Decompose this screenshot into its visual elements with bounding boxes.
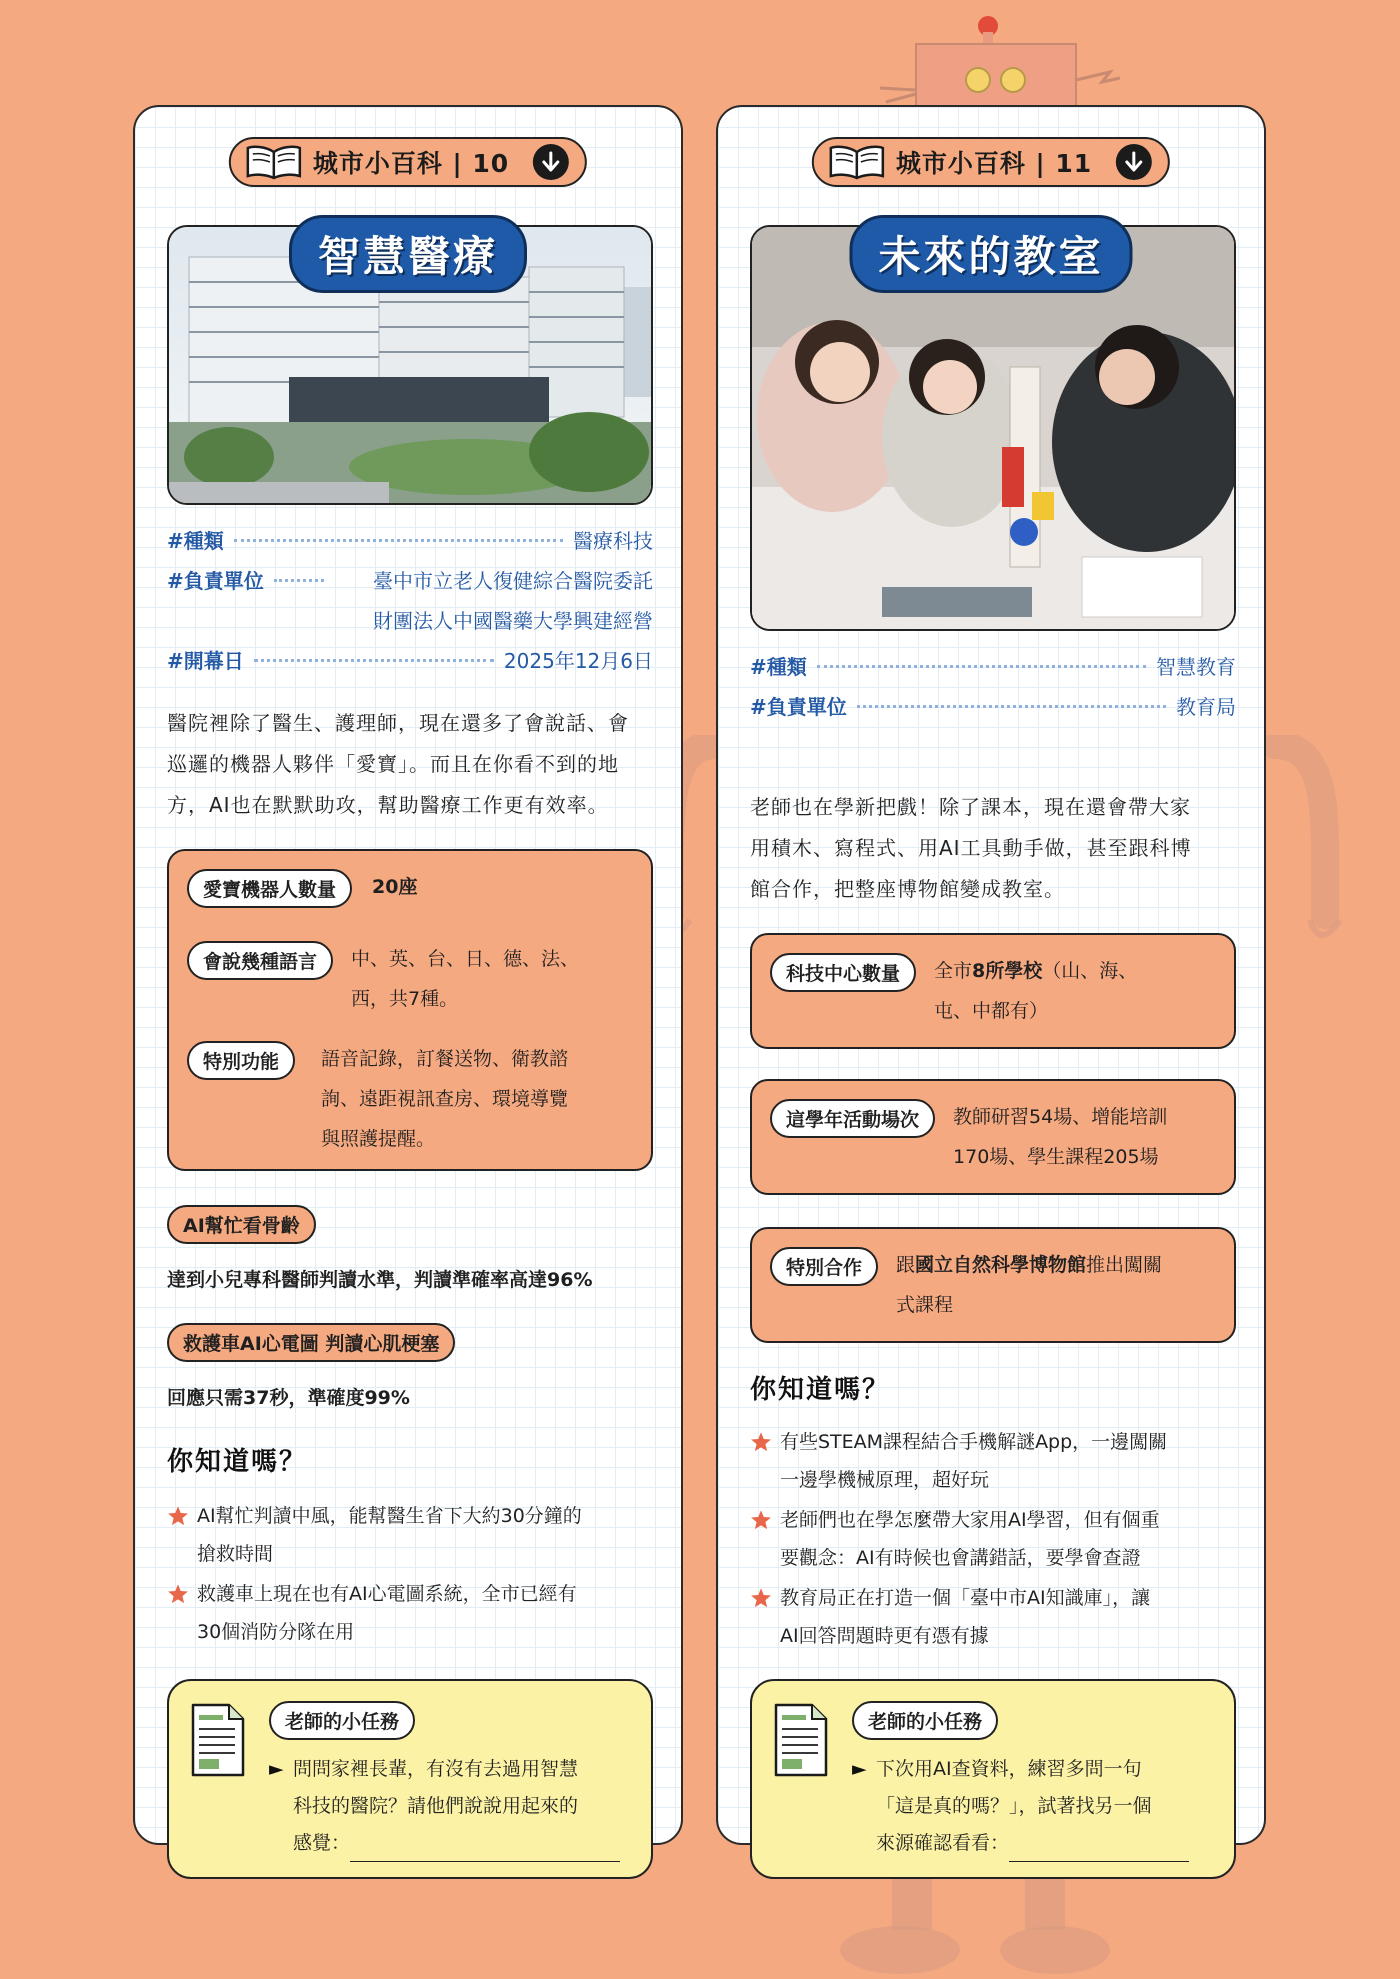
teacher-task-box bbox=[750, 1679, 1236, 1879]
star-icon bbox=[167, 1583, 189, 1605]
header-text: 城市小百科 | 11 bbox=[895, 149, 1093, 178]
list-item: 教育局正在打造一個「臺中市AI知識庫」，讓 AI回答問題時更有憑有據 bbox=[750, 1579, 1236, 1655]
robot-count: 愛寶機器人數量 20座 bbox=[187, 869, 417, 908]
card-smart-healthcare bbox=[133, 105, 683, 1854]
robot-arm-right-decoration bbox=[1265, 735, 1355, 955]
task-body: ► 下次用AI查資料，練習多問一句 「這是真的嗎？」，試著找另一個 來源確認看看： bbox=[852, 1751, 1222, 1862]
card-header-pill bbox=[229, 137, 587, 187]
bone-age-tag: AI幫忙看骨齡 bbox=[167, 1205, 316, 1244]
card-future-classroom bbox=[716, 105, 1266, 1854]
ecg-tag: 救護車AI心電圖 判讀心肌梗塞 bbox=[167, 1323, 455, 1362]
card-header-pill bbox=[812, 137, 1170, 187]
arrow-down-icon[interactable] bbox=[533, 144, 569, 180]
meta-owner: #負責單位 教育局 bbox=[750, 695, 1236, 719]
tech-center-box: 科技中心數量 全市8所學校（山、海、 屯、中都有） bbox=[750, 933, 1236, 1049]
ecg-text: 回應只需37秒，準確度99% bbox=[167, 1387, 410, 1409]
intro-text: 醫院裡除了醫生、護理師，現在還多了會說話、會 巡邏的機器人夥伴「愛寶」。而且在你看不到的地 方，AI也在默默助攻，幫助醫療工作更有效率。 bbox=[167, 711, 629, 817]
did-you-know-list bbox=[750, 1423, 1236, 1657]
robot-facts-box bbox=[167, 849, 653, 1171]
special-partnership-box: 特別合作 跟國立自然科學博物館推出闖關 式課程 bbox=[750, 1227, 1236, 1343]
activity-count-box: 這學年活動場次 教師研習54場、增能培訓 170場、學生課程205場 bbox=[750, 1079, 1236, 1195]
list-item: 救護車上現在也有AI心電圖系統，全市已經有 30個消防分隊在用 bbox=[167, 1575, 653, 1651]
header-text: 城市小百科 | 10 bbox=[312, 149, 510, 178]
teacher-task-box bbox=[167, 1679, 653, 1879]
did-you-know-list bbox=[167, 1497, 653, 1653]
star-icon bbox=[750, 1431, 772, 1453]
did-you-know-title: 你知道嗎？ bbox=[167, 1447, 308, 1477]
meta-category: #種類 智慧教育 bbox=[750, 655, 1236, 679]
arrow-down-icon[interactable] bbox=[1116, 144, 1152, 180]
page-title: 智慧醫療 bbox=[289, 215, 527, 293]
page-title: 未來的教室 bbox=[849, 215, 1132, 293]
languages: 會說幾種語言 中、英、台、日、德、法、 西，共7種。 bbox=[187, 941, 579, 1019]
answer-blank[interactable] bbox=[1009, 1840, 1189, 1862]
list-item: AI幫忙判讀中風，能幫醫生省下大約30分鐘的 搶救時間 bbox=[167, 1497, 653, 1573]
meta-owner-cont: 財團法人中國醫藥大學興建經營 bbox=[373, 609, 653, 633]
document-icon bbox=[772, 1701, 830, 1779]
pointer-icon: ► bbox=[852, 1758, 867, 1780]
special-features: 特別功能 語音記錄，訂餐送物、衛教諮 詢、遠距視訊查房、環境導覽 與照護提醒。 bbox=[187, 1041, 568, 1159]
task-body: ► 問問家裡長輩，有沒有去過用智慧 科技的醫院？請他們說說用起來的 感覺： bbox=[269, 1751, 639, 1862]
task-tag: 老師的小任務 bbox=[269, 1701, 415, 1740]
intro-text: 老師也在學新把戲！除了課本，現在還會帶大家 用積木、寫程式、用AI工具動手做，甚至跟科博 館合作，把整座博物館變成教室。 bbox=[750, 795, 1192, 901]
meta-opening: #開幕日 2025年12月6日 bbox=[167, 649, 653, 673]
book-icon bbox=[245, 144, 303, 180]
document-icon bbox=[189, 1701, 247, 1779]
list-item: 老師們也在學怎麼帶大家用AI學習，但有個重 要觀念：AI有時候也會講錯話，要學會查證 bbox=[750, 1501, 1236, 1577]
answer-blank[interactable] bbox=[350, 1840, 620, 1862]
meta-category: #種類 醫療科技 bbox=[167, 529, 653, 553]
bone-age-text: 達到小兒專科醫師判讀水準，判讀準確率高達96% bbox=[167, 1269, 593, 1291]
star-icon bbox=[750, 1587, 772, 1609]
meta-info bbox=[750, 651, 1236, 731]
robot-feet-decoration bbox=[830, 1870, 1130, 1979]
did-you-know-title: 你知道嗎？ bbox=[750, 1375, 891, 1405]
meta-owner: #負責單位 臺中市立老人復健綜合醫院委託 bbox=[167, 569, 653, 593]
task-tag: 老師的小任務 bbox=[852, 1701, 998, 1740]
star-icon bbox=[167, 1505, 189, 1527]
pointer-icon: ► bbox=[269, 1758, 284, 1780]
meta-info bbox=[167, 525, 653, 685]
star-icon bbox=[750, 1509, 772, 1531]
book-icon bbox=[828, 144, 886, 180]
list-item: 有些STEAM課程結合手機解謎App，一邊闖關 一邊學機械原理，超好玩 bbox=[750, 1423, 1236, 1499]
